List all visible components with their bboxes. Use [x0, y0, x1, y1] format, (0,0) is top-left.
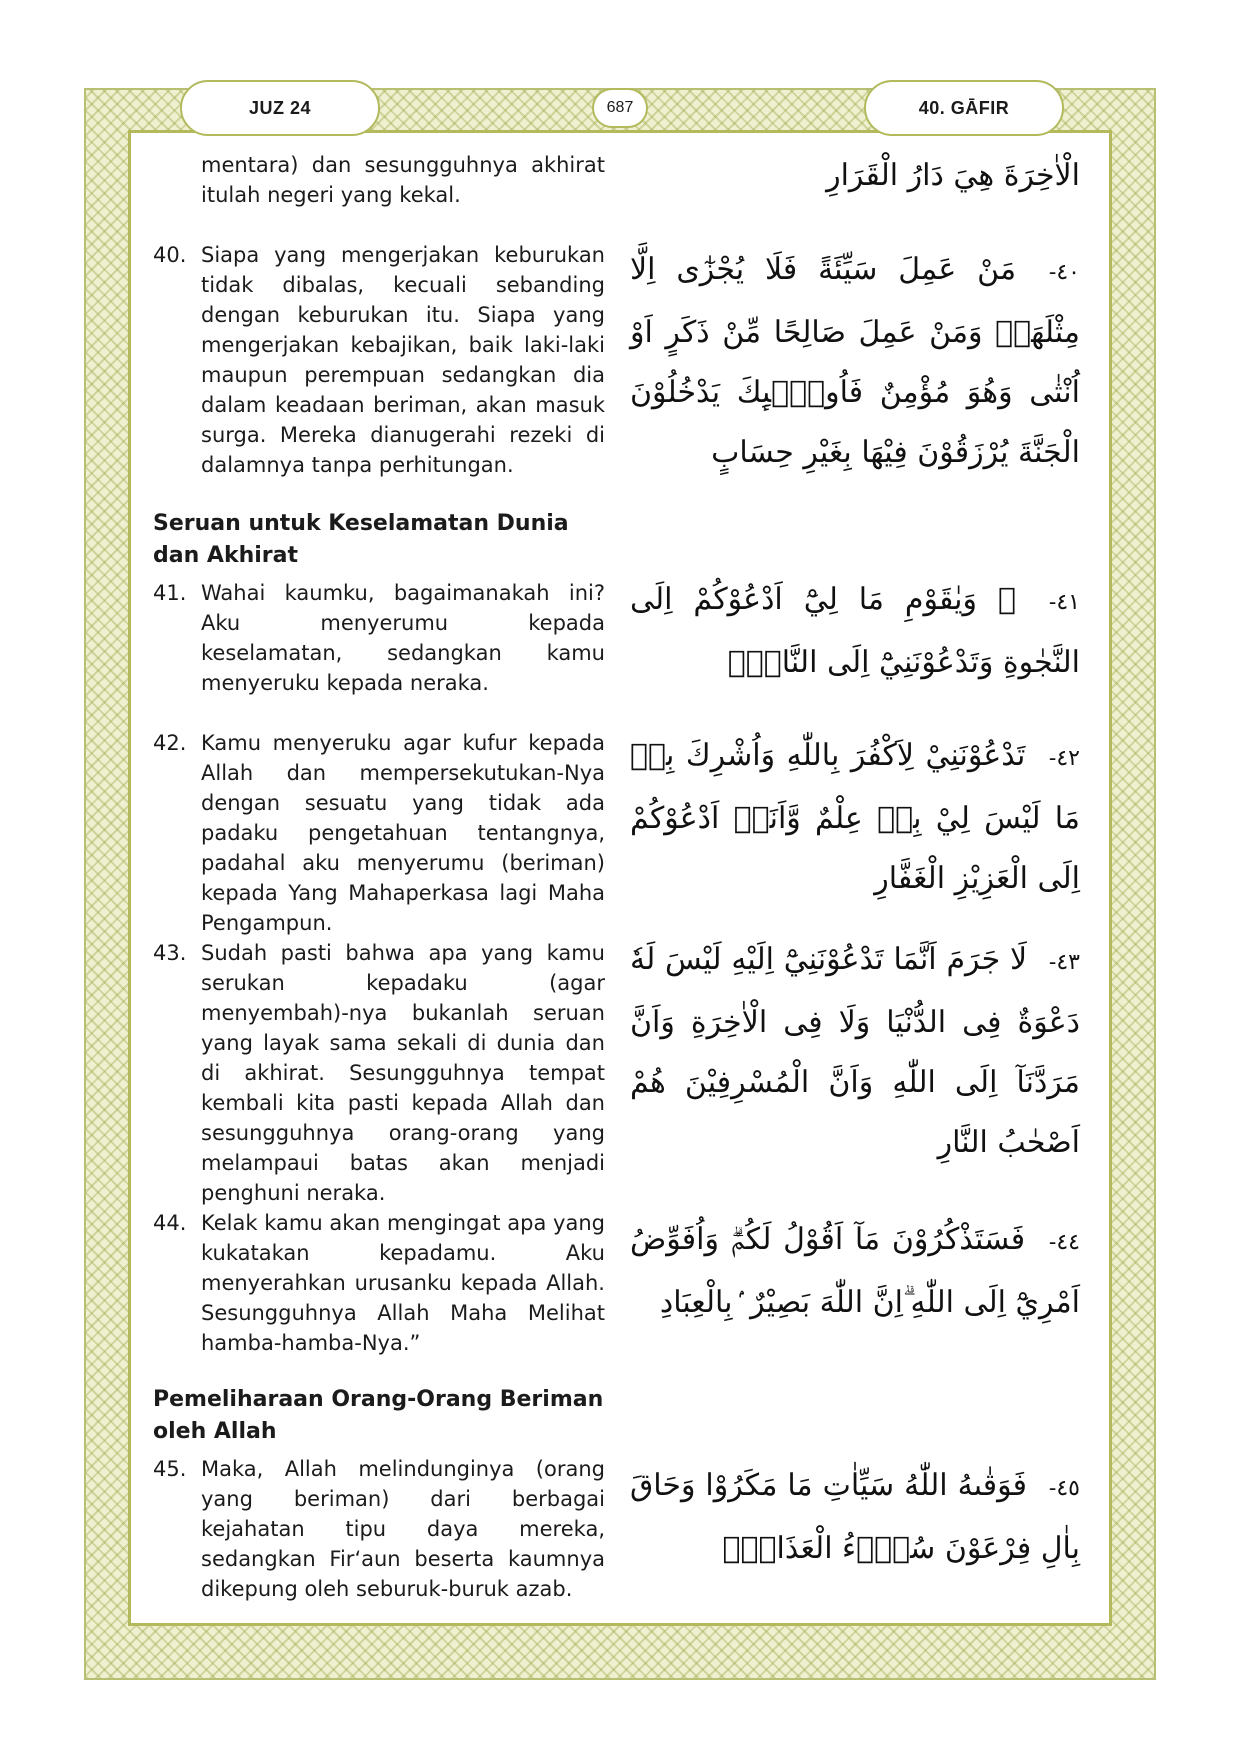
verse-44-arabic — [630, 1210, 1080, 1333]
verse-number-arabic: ٤٤- — [1048, 1230, 1080, 1255]
verse-43-translation — [153, 938, 605, 1208]
verse-42-translation — [153, 728, 605, 938]
verse-arabic-text: مَنْ عَمِلَ سَيِّئَةً فَلَا يُجْزٰٓى اِلَّا مِثْلَهَاۚ وَمَنْ عَمِلَ صَالِحًا مِّنْ ذَكَرٍ اَوْ اُنْثٰى وَهُوَ مُؤْمِنٌ فَاُولٰۤىِٕكَ يَدْخُلُوْنَ الْجَنَّةَ يُرْزَقُوْنَ فِيْهَا بِغَيْرِ حِسَابٍ — [630, 252, 1080, 470]
verse-translation-text: Maka, Allah melindunginya (orang yang beriman) dari berbagai kejahatan tipu daya mereka, sedangkan Fir‘aun beserta kaumnya dikepung oleh seburuk-buruk azab. — [201, 1457, 605, 1601]
verse-41-arabic — [630, 570, 1080, 693]
verse-number: 43. — [153, 941, 187, 965]
juz-label: JUZ 24 — [180, 80, 380, 136]
surah-label: 40. GĀFIR — [864, 80, 1064, 136]
verse-number-arabic: ٤٣- — [1048, 950, 1080, 975]
verse-number-arabic: ٤٢- — [1048, 746, 1080, 771]
verse-arabic-text: فَوَقٰىهُ اللّٰهُ سَيِّاٰتِ مَا مَكَرُوْا وَحَاقَ بِاٰلِ فِرْعَوْنَ سُوْۤءُ الْعَذَابِۚ — [630, 1468, 1080, 1566]
verse-40-arabic — [630, 240, 1080, 483]
verse-41-translation — [153, 578, 605, 698]
verse-translation-text: Wahai kaumku, bagaimanakah ini? Aku menyerumu kepada keselamatan, sedangkan kamu menyeruku kepada neraka. — [201, 581, 605, 695]
verse-number-arabic: ٤١- — [1048, 590, 1080, 615]
verse-number: 45. — [153, 1457, 187, 1481]
verse-39-translation — [153, 150, 605, 210]
verse-translation-text: Siapa yang mengerjakan keburukan tidak dibalas, kecuali sebanding dengan keburukan itu. Siapa yang mengerjakan kebajikan, baik laki-laki maupun perempuan sedangkan dia dalam keadaan beriman, akan masuk surga. Mereka dianugerahi rezeki di dalamnya tanpa perhitungan. — [201, 243, 605, 477]
verse-arabic-text: فَسَتَذْكُرُوْنَ مَآ اَقُوْلُ لَكُمْۗ وَاُفَوِّضُ اَمْرِيْٓ اِلَى اللّٰهِ ۗاِنَّ اللّٰهَ بَصِيْرٌ ۢبِالْعِبَادِ — [630, 1222, 1080, 1320]
page-number: 687 — [592, 88, 648, 128]
verse-translation-text: Kamu menyeruku agar kufur kepada Allah dan mempersekutukan-Nya dengan sesuatu yang tidak ada padaku pengetahuan tentangnya, padahal aku menyerumu (beriman) kepada Yang Mahaperkasa lagi Maha Pengampun. — [201, 731, 605, 935]
verse-45-translation — [153, 1454, 605, 1604]
verse-arabic-text: ۞ وَيٰقَوْمِ مَا لِيْٓ اَدْعُوْكُمْ اِلَى النَّجٰوةِ وَتَدْعُوْنَنِيْٓ اِلَى النَّارِۗ — [630, 582, 1080, 680]
verse-number: 40. — [153, 243, 187, 267]
verse-number: 41. — [153, 581, 187, 605]
section-heading: Pemeliharaan Orang-Orang Beriman oleh Allah — [153, 1387, 604, 1444]
verse-45-arabic — [630, 1456, 1080, 1579]
verse-translation-text: Kelak kamu akan mengingat apa yang kukatakan kepadamu. Aku menyerahkan urusanku kepada Allah. Sesungguhnya Allah Maha Melihat hamba-hamba-Nya.” — [201, 1211, 605, 1355]
verse-arabic-text: الْاٰخِرَةَ هِيَ دَارُ الْقَرَارِ — [826, 158, 1080, 193]
verse-number: 42. — [153, 731, 187, 755]
verse-40-translation — [153, 240, 605, 480]
verse-42-arabic — [630, 726, 1080, 909]
verse-39-arabic — [630, 146, 1080, 206]
verse-translation-text: Sudah pasti bahwa apa yang kamu serukan kepadaku (agar menyembah)-nya bukanlah seruan yang layak sama sekali di dunia dan di akhirat. Sesungguhnya tempat kembali kita pasti kepada Allah dan sesungguhnya orang-orang yang melampaui batas akan menjadi penghuni neraka. — [201, 941, 605, 1205]
verse-number-arabic: ٤٠- — [1048, 260, 1080, 285]
verse-translation-text: mentara) dan sesungguhnya akhirat itulah negeri yang kekal. — [201, 153, 605, 207]
verse-number-arabic: ٤٥- — [1048, 1476, 1080, 1501]
verse-arabic-text: تَدْعُوْنَنِيْ لِاَكْفُرَ بِاللّٰهِ وَاُشْرِكَ بِهٖ مَا لَيْسَ لِيْ بِهٖ عِلْمٌ وَّاَنَا۠ اَدْعُوْكُمْ اِلَى الْعَزِيْزِ الْغَفَّارِ — [630, 738, 1080, 896]
verse-arabic-text: لَا جَرَمَ اَنَّمَا تَدْعُوْنَنِيْٓ اِلَيْهِ لَيْسَ لَهٗ دَعْوَةٌ فِى الدُّنْيَا وَلَا فِى الْاٰخِرَةِ وَاَنَّ مَرَدَّنَآ اِلَى اللّٰهِ وَاَنَّ الْمُسْرِفِيْنَ هُمْ اَصْحٰبُ النَّارِ — [630, 942, 1080, 1160]
verse-number: 44. — [153, 1211, 187, 1235]
verse-44-translation — [153, 1208, 605, 1358]
verse-43-arabic — [630, 930, 1080, 1173]
section-heading: Seruan untuk Keselamatan Dunia dan Akhirat — [153, 511, 569, 568]
